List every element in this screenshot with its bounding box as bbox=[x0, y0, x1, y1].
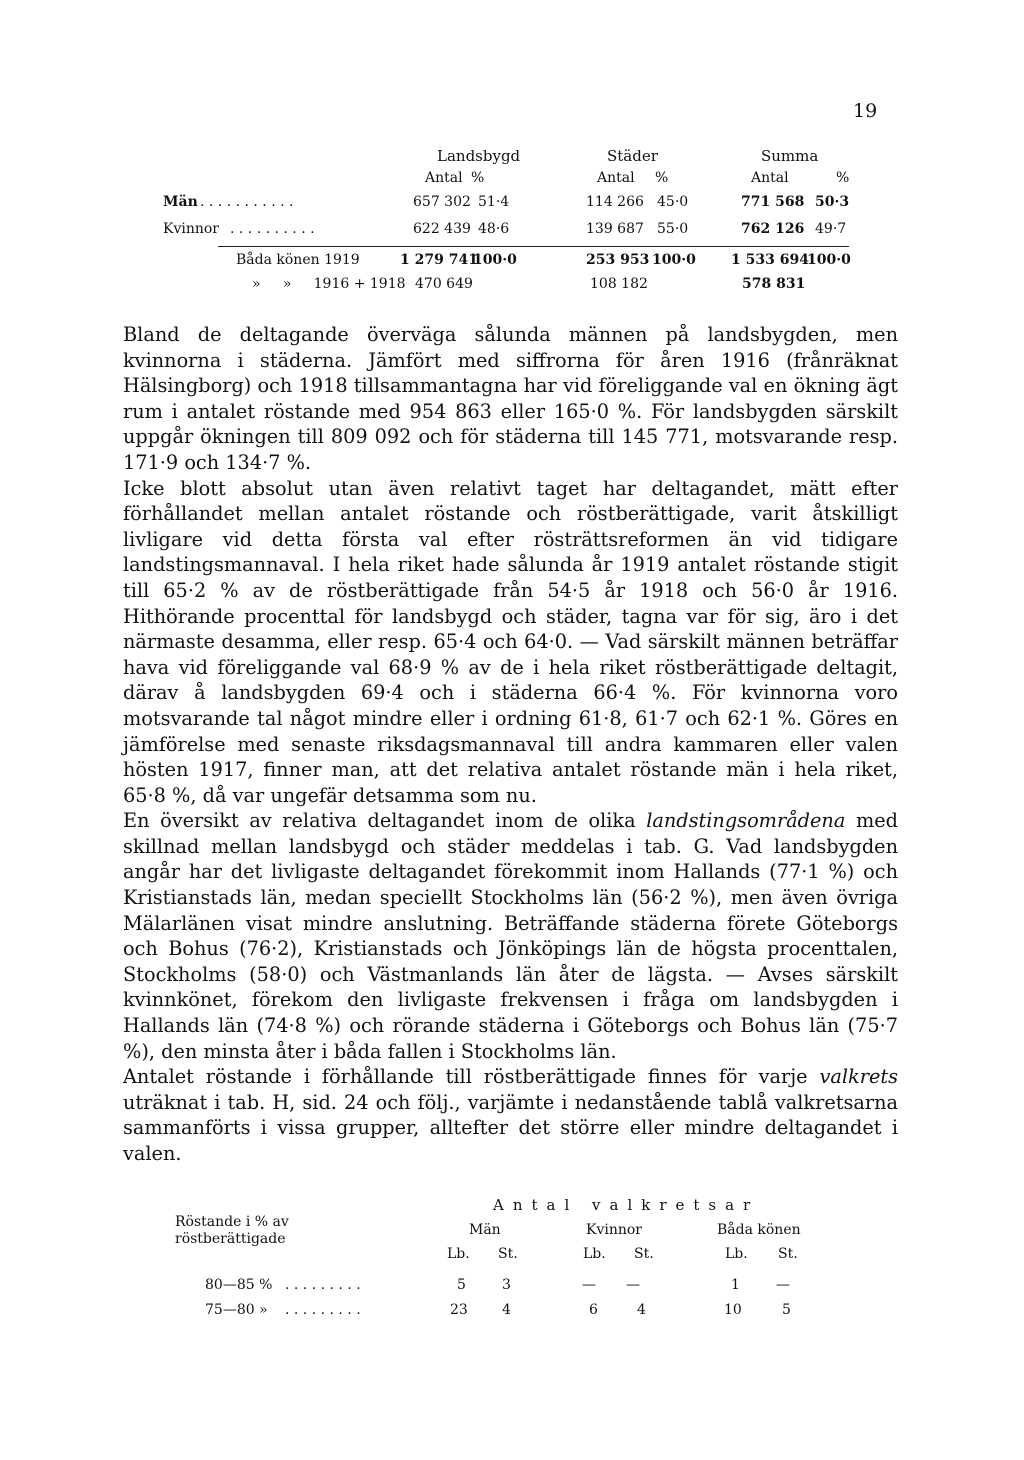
text-span: Antalet röstande i förhållande till röstberättigade finnes för varje bbox=[123, 1065, 820, 1089]
paragraph: Bland de deltagande överväga sålunda männen på landsbygden, men kvinnorna i städerna. Jämfört med siffrorna för åren 1916 (frånräknat Hälsingborg) och 1918 tillsammantagna har vid föreliggande val en ökning ägt rum i antalet röstande med 954 863 eller 165·0 %. För landsbygden särskilt uppgår ökningen till 809 092 och för städerna till 145 771, motsvarande resp. 171·9 och 134·7 %. bbox=[123, 323, 898, 474]
cell: — bbox=[626, 1277, 640, 1293]
leader-dots: . . . . . . . . . bbox=[285, 1277, 361, 1293]
emphasis: valkrets bbox=[819, 1065, 898, 1089]
row-label-1916-1918: » » 1916 + 1918 bbox=[252, 276, 406, 292]
text-span: uträknat i tab. H, sid. 24 och följ., varjämte i nedanstående tablå valkretsarna sammanförts i vissa grupper, alltefter det större eller mindre deltagandet i valen. bbox=[123, 1090, 898, 1165]
cell: — bbox=[582, 1277, 596, 1293]
cell: 139 687 bbox=[586, 221, 644, 237]
col-group-stader: Städer bbox=[607, 147, 658, 165]
cell: 470 649 bbox=[415, 276, 473, 292]
leader-dots: . . . . . . . . . bbox=[285, 1302, 361, 1318]
left-header-line-2: röstberättigade bbox=[175, 1231, 286, 1247]
cell: 3 bbox=[502, 1277, 511, 1293]
col-antal: Antal bbox=[597, 170, 635, 186]
cell: 50·3 bbox=[815, 194, 850, 210]
row-label-man: Män bbox=[163, 194, 198, 210]
page-number: 19 bbox=[853, 100, 878, 122]
cell: 48·6 bbox=[478, 221, 510, 237]
col-lb: Lb. bbox=[447, 1246, 470, 1262]
cell: 100·0 bbox=[807, 252, 851, 268]
body-text bbox=[123, 322, 898, 1167]
col-percent: % bbox=[471, 170, 485, 186]
paragraph: Icke blott absolut utan även relativt taget har deltagandet, mätt efter förhållandet mellan antalet röstande och röstberättigade, varit åtskilligt livligare vid detta första val efter rösträttsreformen än vid tidigare landstingsmannaval. I hela riket hade sålunda år 1919 antalet röstande stigit till 65·2 % av de röstberättigade från 54·5 år 1918 och 56·0 år 1916. Hithörande procenttal för landsbygd och städer, tagna var för sig, äro i det närmaste desamma, eller resp. 65·4 och 64·0. — Vad särskilt männen beträffar hava vid föreliggande val 68·9 % av de i hela riket röstberättigade deltagit, därav å landsbygden 69·4 och i städerna 66·4 %. För kvinnorna voro motsvarande tal något mindre eller i ordning 61·8, 61·7 och 62·1 %. Göres en jämförelse med senaste riksdagsmannaval till andra kammaren eller valen hösten 1917, finner man, att det relativa antalet röstande män i hela riket, 65·8 %, då var ungefär detsamma som nu. bbox=[123, 476, 898, 807]
cell: 253 953 bbox=[586, 252, 650, 268]
cell: 100·0 bbox=[473, 252, 517, 268]
cell: 622 439 bbox=[413, 221, 471, 237]
col-group-summa: Summa bbox=[761, 147, 819, 165]
cell: 114 266 bbox=[586, 194, 644, 210]
col-percent: % bbox=[836, 170, 850, 186]
col-group-bada-konen: Båda könen bbox=[717, 1222, 801, 1238]
paragraph bbox=[123, 808, 898, 1064]
cell: 51·4 bbox=[478, 194, 510, 210]
text-span: En översikt av relativa deltagandet inom de olika bbox=[123, 809, 647, 833]
cell: 762 126 bbox=[741, 221, 805, 237]
row-label-kvinnor: Kvinnor bbox=[163, 221, 219, 237]
col-lb: Lb. bbox=[725, 1246, 748, 1262]
col-lb: Lb. bbox=[583, 1246, 606, 1262]
cell: 49·7 bbox=[815, 221, 847, 237]
cell: 5 bbox=[457, 1277, 466, 1293]
left-header-line-1: Röstande i % av bbox=[175, 1214, 289, 1230]
col-group-kvinnor: Kvinnor bbox=[586, 1222, 642, 1238]
table-title: Antal valkretsar bbox=[493, 1196, 760, 1214]
cell: 1 533 694 bbox=[731, 252, 809, 268]
col-st: St. bbox=[634, 1246, 654, 1262]
cell: 108 182 bbox=[590, 276, 648, 292]
col-percent: % bbox=[655, 170, 669, 186]
cell: 1 279 741 bbox=[400, 252, 478, 268]
paragraph bbox=[123, 1064, 898, 1166]
cell: 1 bbox=[731, 1277, 740, 1293]
emphasis: landstingsområdena bbox=[646, 809, 846, 833]
cell: 578 831 bbox=[742, 276, 806, 292]
cell: 5 bbox=[782, 1302, 791, 1318]
leader-dots: . . . . . . . . . . . bbox=[200, 194, 294, 210]
cell: 23 bbox=[450, 1302, 468, 1318]
cell: 100·0 bbox=[652, 252, 696, 268]
col-antal: Antal bbox=[425, 170, 463, 186]
cell: 4 bbox=[637, 1302, 646, 1318]
row-label: 75—80 » bbox=[205, 1302, 268, 1318]
cell: 771 568 bbox=[741, 194, 805, 210]
cell: — bbox=[776, 1277, 790, 1293]
cell: 10 bbox=[724, 1302, 742, 1318]
col-st: St. bbox=[498, 1246, 518, 1262]
col-group-landsbygd: Landsbygd bbox=[437, 147, 521, 165]
cell: 6 bbox=[589, 1302, 598, 1318]
table-rule bbox=[218, 246, 849, 247]
cell: 657 302 bbox=[413, 194, 471, 210]
text-span: med skillnad mellan landsbygd och städer meddelas i tab. G. Vad landsbygden angår har det livligaste deltagandet förekommit inom Hallands (77·1 %) och Kristianstads län, medan speciellt Stockholms län (56·2 %), men även övriga Mälarlänen visat mindre anslutning. Beträffande städerna förete Göteborgs och Bohus (76·2), Kristianstads och Jönköpings län de högsta procenttalen, Stockholms (58·0) och Västmanlands län åter de lägsta. — Avses särskilt kvinnkönet, förekom den livligaste frekvensen i fråga om landsbygden i Hallands län (74·8 %) och rörande städerna i Göteborgs och Bohus län (75·7 %), den minsta åter i båda fallen i Stockholms län. bbox=[123, 809, 898, 1063]
col-group-man: Män bbox=[469, 1222, 501, 1238]
cell: 45·0 bbox=[657, 194, 689, 210]
col-antal: Antal bbox=[751, 170, 789, 186]
cell: 4 bbox=[502, 1302, 511, 1318]
leader-dots: . . . . . . . . . . bbox=[230, 221, 315, 237]
col-st: St. bbox=[778, 1246, 798, 1262]
row-label-bada-1919: Båda könen 1919 bbox=[236, 252, 360, 268]
cell: 55·0 bbox=[657, 221, 689, 237]
row-label: 80—85 % bbox=[205, 1277, 273, 1293]
